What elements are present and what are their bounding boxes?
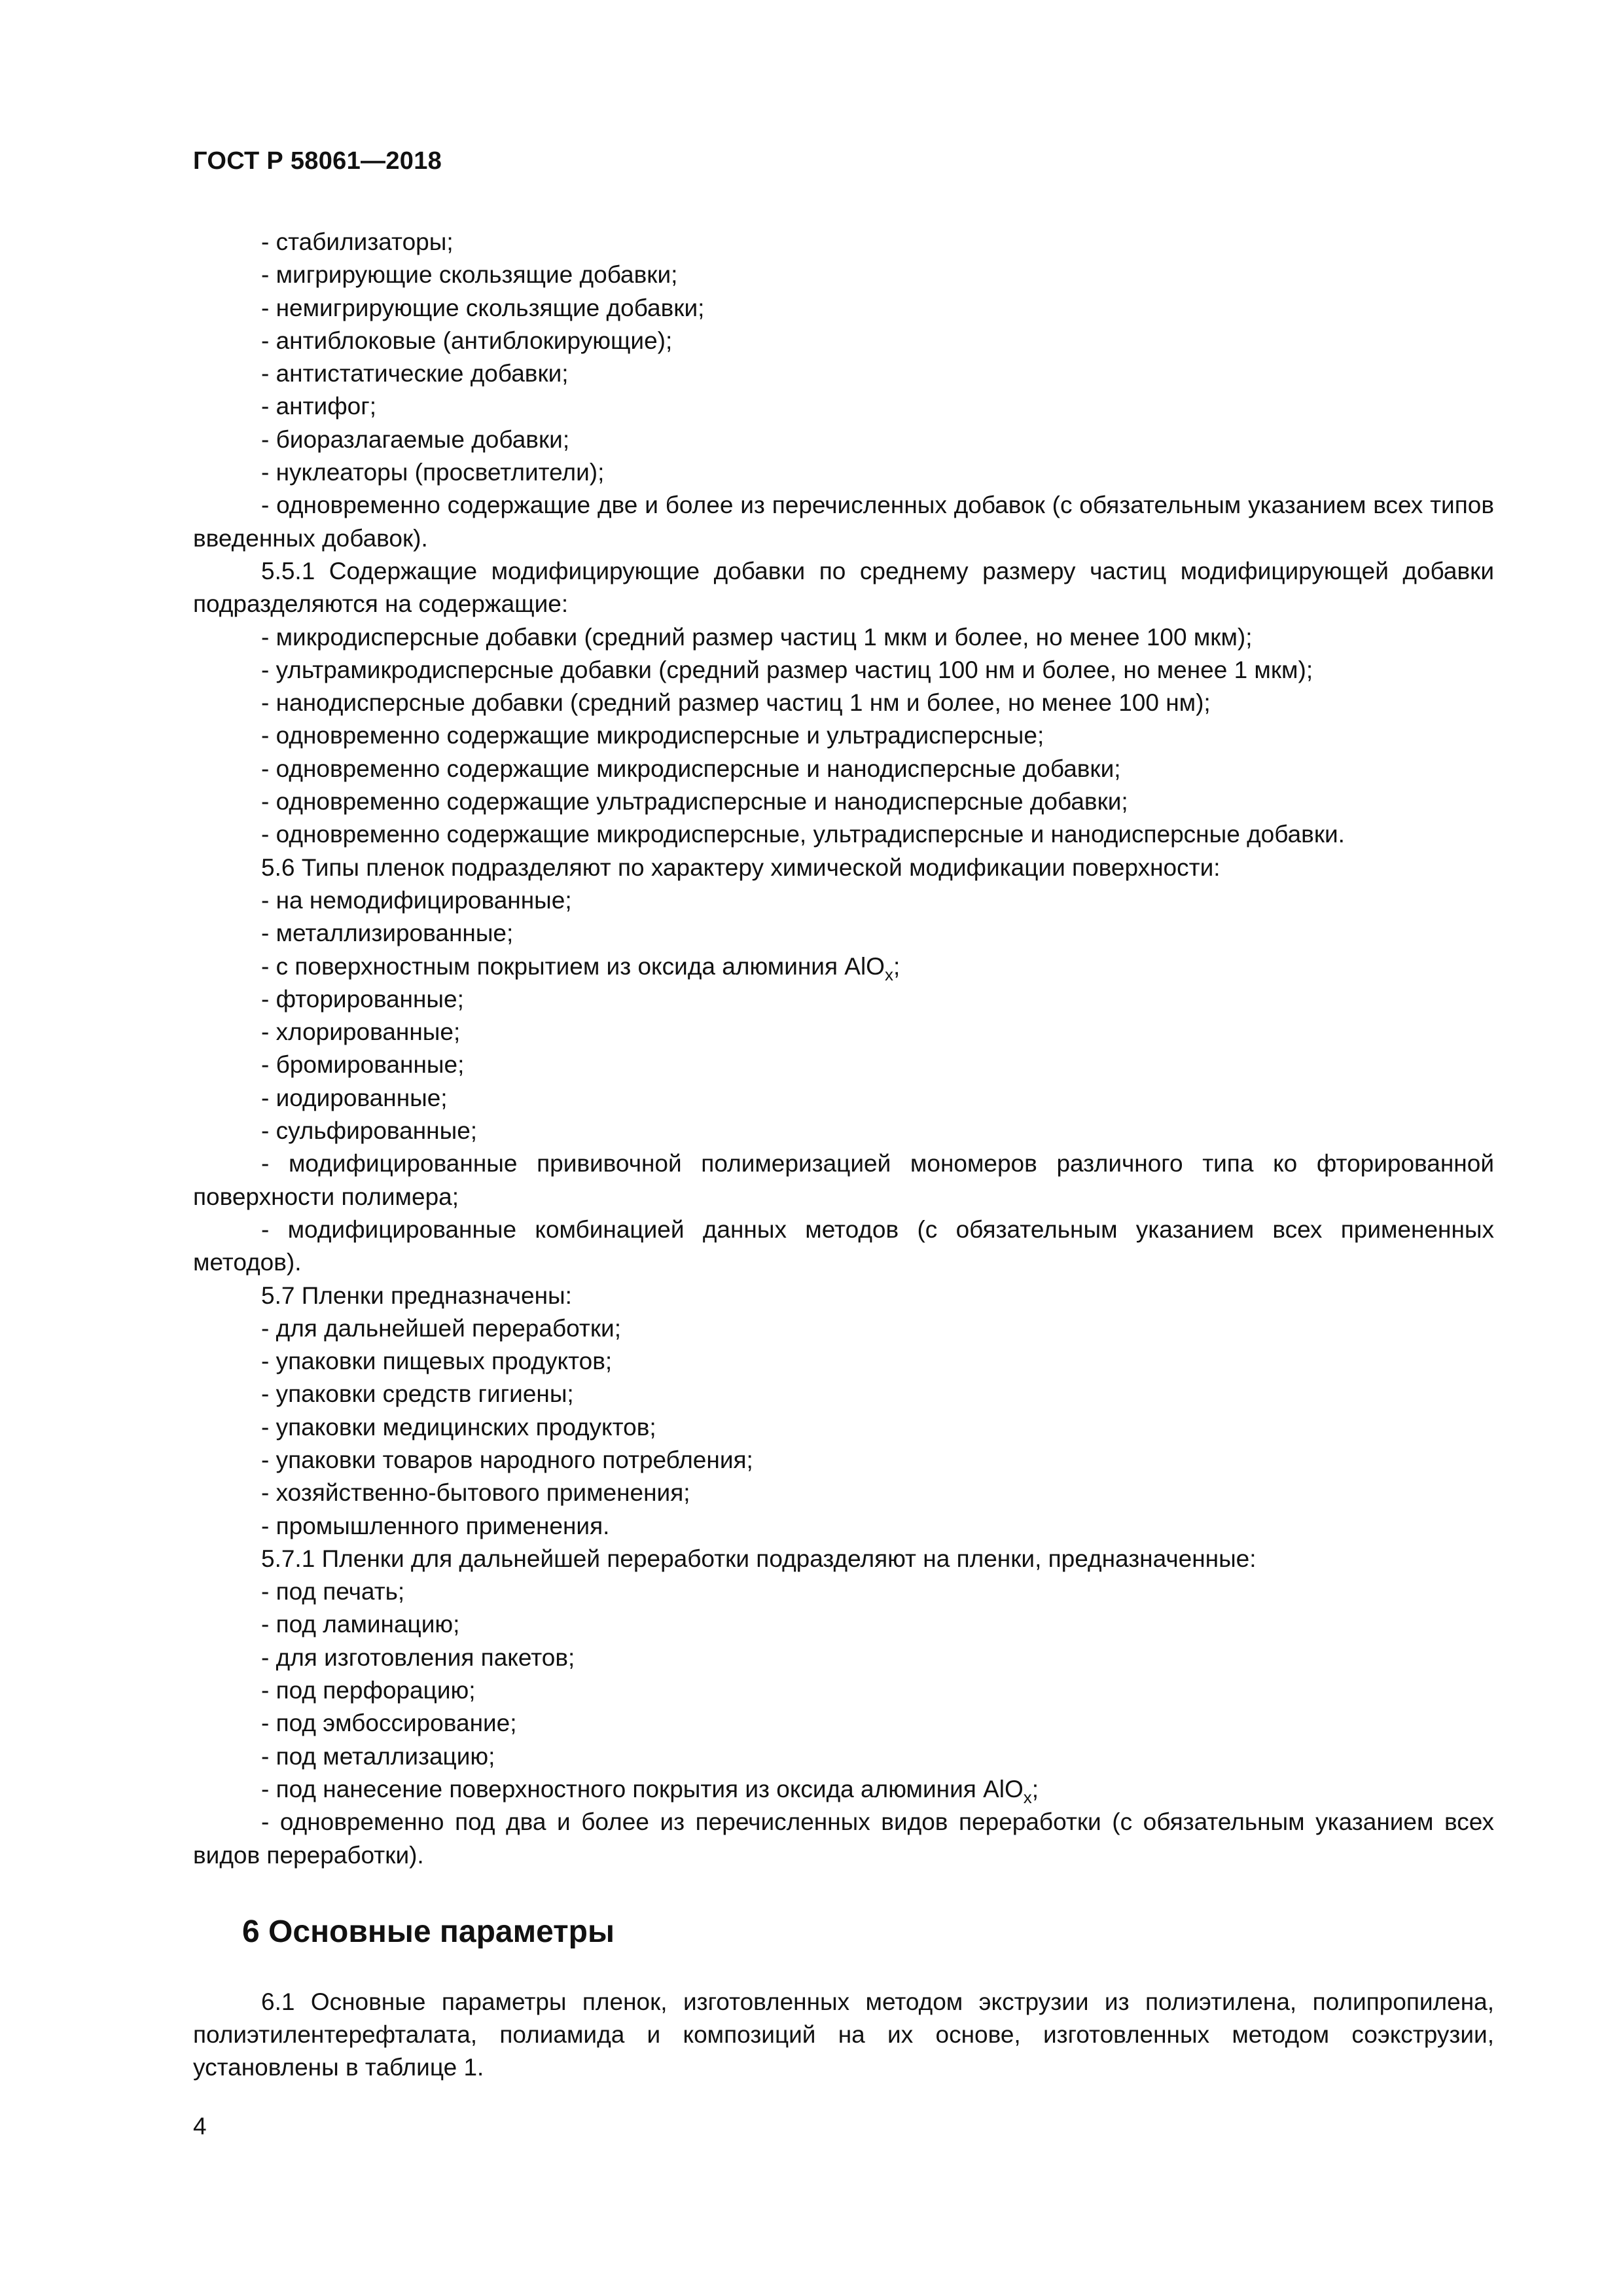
list-item: - хлорированные; — [261, 1018, 461, 1046]
list-item: - мигрирующие скользящие добавки; — [261, 261, 678, 289]
clause-5-7-1: 5.7.1 Пленки для дальнейшей переработки подразделяют на пленки, предназначенные: — [261, 1545, 1257, 1572]
alox-text: - с поверхностным покрытием из оксида алюминия AlO — [261, 952, 885, 980]
list-item: - под эмбоссирование; — [261, 1710, 517, 1737]
list-item: - ультрамикродисперсные добавки (средний размер частиц 100 нм и более, но менее 1 мкм); — [261, 656, 1313, 683]
list-surface-modification — [193, 884, 1494, 1147]
list-item: - сульфированные; — [261, 1117, 478, 1145]
list-item: - упаковки пищевых продуктов; — [261, 1348, 613, 1375]
list-particle-size — [193, 621, 1494, 852]
list-item: - нанодисперсные добавки (средний размер частиц 1 нм и более, но менее 100 нм); — [261, 689, 1211, 717]
list-item: - антиблоковые (антиблокирующие); — [261, 327, 673, 354]
list-item: - упаковки средств гигиены; — [261, 1380, 574, 1408]
list-item: - стабилизаторы; — [261, 228, 454, 255]
list-item: - для изготовления пакетов; — [261, 1643, 575, 1671]
alox-subscript: x — [884, 964, 893, 984]
clause-5-7: 5.7 Пленки предназначены: — [261, 1282, 572, 1309]
list-item: - одновременно содержащие микродисперсные и нанодисперсные добавки; — [261, 755, 1121, 782]
list-item: - бромированные; — [261, 1051, 465, 1079]
list-item-combination-methods: - модифицированные комбинацией данных методов (с обязательным указанием всех примененных методов). — [193, 1215, 1494, 1276]
list-item: - микродисперсные добавки (средний размер частиц 1 мкм и более, но менее 100 мкм); — [261, 623, 1253, 651]
list-item: - немигрирующие скользящие добавки; — [261, 294, 705, 321]
document-body — [193, 226, 1494, 2085]
list-item-alox-coating — [193, 950, 1494, 983]
alox-suffix: ; — [1031, 1775, 1039, 1803]
list-item-alox-processing — [193, 1773, 1494, 1806]
list-item: - биоразлагаемые добавки; — [261, 425, 570, 453]
list-item: - антистатические добавки; — [261, 360, 569, 387]
clause-6-1: 6.1 Основные параметры пленок, изготовленных методом экструзии из полиэтилена, полипропилена, полиэтилентерефталата, полиамида и композиций на их основе, изготовленных методом соэкструзии, установлены в таблице 1. — [193, 1988, 1494, 2081]
alox-text: - под нанесение поверхностного покрытия из оксида алюминия AlO — [261, 1775, 1024, 1803]
list-item: - антифог; — [261, 393, 377, 420]
list-item: - фторированные; — [261, 985, 464, 1013]
section-6-heading: 6 Основные параметры — [242, 1914, 615, 1949]
list-item: - под перфорацию; — [261, 1677, 476, 1704]
list-item-graft-polymerization: - модифицированные прививочной полимеризацией мономеров различного типа ко фторированной поверхности полимера; — [193, 1150, 1494, 1210]
list-item: - упаковки медицинских продуктов; — [261, 1413, 656, 1441]
list-item: - металлизированные; — [261, 920, 514, 947]
list-purpose — [193, 1312, 1494, 1543]
list-item: - иодированные; — [261, 1084, 448, 1111]
list-item: - для дальнейшей переработки; — [261, 1314, 621, 1342]
list-processing — [193, 1575, 1494, 1806]
list-item: - под ламинацию; — [261, 1611, 460, 1638]
document-header: ГОСТ Р 58061—2018 — [193, 147, 442, 175]
page-number: 4 — [193, 2113, 207, 2140]
list-item: - промышленного применения. — [261, 1512, 610, 1539]
list-item-combined-processing: - одновременно под два и более из перечисленных видов переработки (с обязательным указанием всех видов переработки). — [193, 1808, 1494, 1869]
list-item: - под металлизацию; — [261, 1742, 495, 1770]
list-additives — [193, 226, 1494, 489]
list-item: - на немодифицированные; — [261, 886, 572, 914]
list-item: - упаковки товаров народного потребления; — [261, 1446, 753, 1473]
alox-subscript: x — [1023, 1787, 1032, 1807]
list-item: - одновременно содержащие микродисперсные и ультрадисперсные; — [261, 722, 1044, 749]
list-item: - под печать; — [261, 1578, 405, 1605]
list-item: - одновременно содержащие ультрадисперсные и нанодисперсные добавки; — [261, 788, 1128, 816]
list-item-combined-additives: - одновременно содержащие две и более из перечисленных добавок (с обязательным указанием всех типов введенных добавок). — [193, 492, 1494, 552]
clause-5-5-1: 5.5.1 Содержащие модифицирующие добавки по среднему размеру частиц модифицирующей добавки подразделяются на содержащие: — [193, 557, 1494, 618]
list-item: - хозяйственно-бытового применения; — [261, 1479, 690, 1507]
list-item: - нуклеаторы (просветлители); — [261, 459, 605, 486]
list-item: - одновременно содержащие микродисперсные, ультрадисперсные и нанодисперсные добавки. — [261, 821, 1345, 848]
alox-suffix: ; — [893, 952, 901, 980]
clause-5-6: 5.6 Типы пленок подразделяют по характеру химической модификации поверхности: — [261, 853, 1221, 881]
